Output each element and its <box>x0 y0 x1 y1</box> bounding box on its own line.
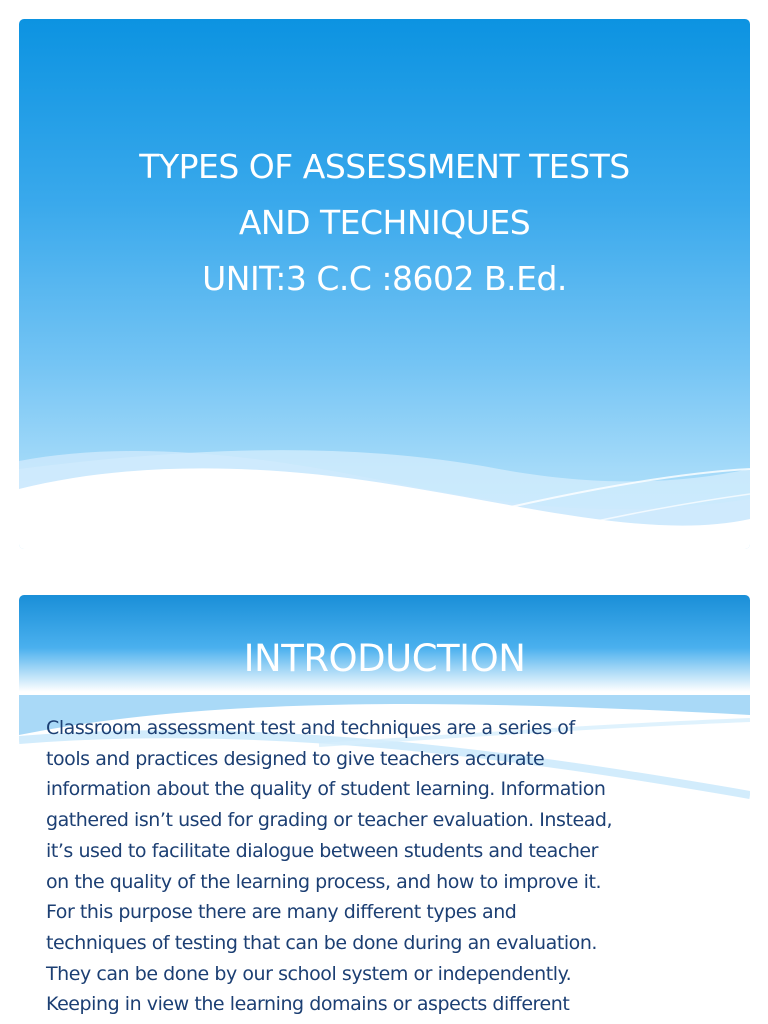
title-line-3: UNIT:3 C.C :8602 B.Ed. <box>202 259 567 298</box>
wave-decoration <box>19 429 750 549</box>
body-line: Classroom assessment test and techniques are a series of <box>46 717 575 739</box>
body-line: tools and practices designed to give teachers accurate <box>46 747 545 770</box>
body-line: For this purpose there are many different types and <box>46 901 517 924</box>
body-line: gathered isn’t used for grading or teacher evaluation. Instead, <box>46 809 613 832</box>
slide-body-text <box>46 713 736 1020</box>
slide-heading: INTRODUCTION <box>243 637 526 680</box>
body-line: They can be done by our school system or independently. <box>46 962 572 985</box>
body-line: it’s used to facilitate dialogue between students and teacher <box>46 839 599 862</box>
slide-title <box>19 139 750 307</box>
title-line-1: TYPES OF ASSESSMENT TESTS <box>139 147 630 186</box>
title-slide <box>19 19 750 549</box>
body-line: techniques of testing that can be done during an evaluation. <box>46 931 598 954</box>
body-line: information about the quality of student learning. Information <box>46 778 606 801</box>
introduction-slide <box>19 595 750 1024</box>
body-line: on the quality of the learning process, and how to improve it. <box>46 870 602 893</box>
body-line: Keeping in view the learning domains or aspects different <box>46 993 570 1016</box>
title-line-2: AND TECHNIQUES <box>238 203 531 242</box>
